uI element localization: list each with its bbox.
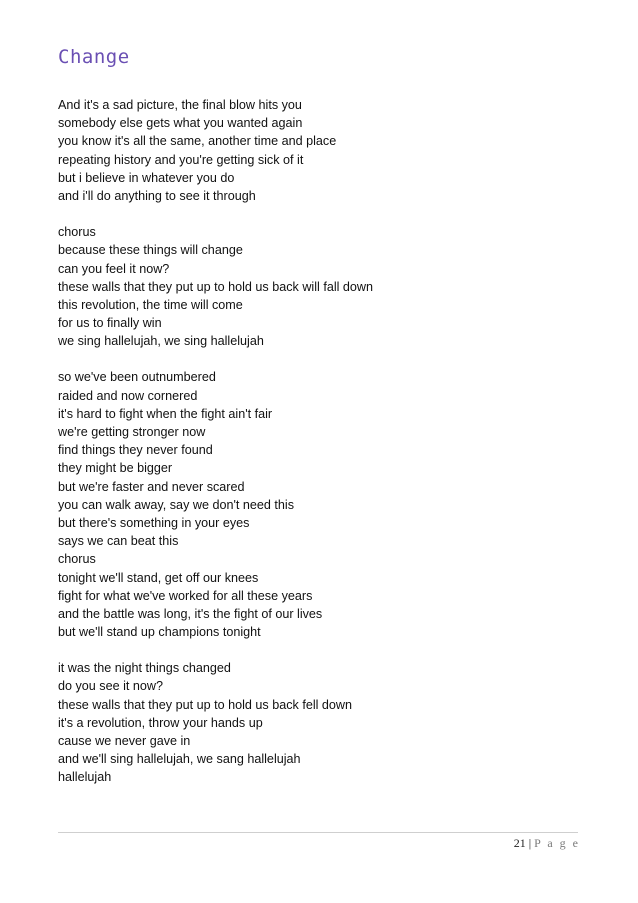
- lyric-line: this revolution, the time will come: [58, 297, 243, 312]
- lyrics-body: [58, 96, 578, 805]
- lyric-line: because these things will change: [58, 243, 243, 258]
- footer-separator: |: [528, 836, 532, 850]
- stanza: [58, 96, 578, 205]
- lyric-line: repeating history and you're getting sick of it: [58, 152, 304, 167]
- lyric-line: you know it's all the same, another time and place: [58, 134, 337, 149]
- lyric-line: And it's a sad picture, the final blow hits you: [58, 98, 302, 112]
- lyric-line: do you see it now?: [58, 679, 164, 694]
- lyric-line: cause we never gave in: [58, 734, 191, 748]
- lyric-line: they might be bigger: [58, 461, 173, 476]
- song-title: Change: [58, 46, 130, 68]
- lyric-line: says we can beat this: [58, 534, 179, 549]
- lyric-line: but we're faster and never scared: [58, 479, 245, 494]
- lyric-line: it was the night things changed: [58, 661, 231, 676]
- lyric-line: fight for what we've worked for all these years: [58, 588, 313, 603]
- lyric-line: and we'll sing hallelujah, we sang hallelujah: [58, 752, 301, 767]
- lyric-line: it's a revolution, throw your hands up: [58, 715, 263, 730]
- lyric-line: we sing hallelujah, we sing hallelujah: [58, 334, 264, 349]
- lyric-line: these walls that they put up to hold us back fell down: [58, 697, 353, 712]
- page-footer: [514, 836, 580, 851]
- lyric-line: find things they never found: [58, 443, 213, 458]
- footer-divider: [58, 832, 578, 833]
- lyric-line: can you feel it now?: [58, 261, 170, 276]
- lyric-line: raided and now cornered: [58, 388, 198, 403]
- stanza: [58, 659, 578, 786]
- lyric-line: these walls that they put up to hold us back will fall down: [58, 279, 374, 294]
- stanza: [58, 223, 578, 350]
- lyric-line: it's hard to fight when the fight ain't fair: [58, 406, 273, 421]
- lyric-line: you can walk away, say we don't need this: [58, 497, 294, 512]
- lyric-line: hallelujah: [58, 770, 112, 785]
- lyric-line: but we'll stand up champions tonight: [58, 625, 261, 640]
- lyric-line: for us to finally win: [58, 316, 162, 331]
- lyric-line: we're getting stronger now: [58, 425, 206, 439]
- stanza: [58, 368, 578, 641]
- lyric-line: chorus: [58, 225, 96, 240]
- lyric-line: but there's something in your eyes: [58, 515, 250, 530]
- lyric-line: but i believe in whatever you do: [58, 170, 235, 185]
- lyric-line: chorus: [58, 552, 96, 567]
- page-label: P a g e: [534, 836, 580, 850]
- page-number: 21: [513, 836, 526, 850]
- lyric-line: tonight we'll stand, get off our knees: [58, 570, 259, 585]
- lyric-line: somebody else gets what you wanted again: [58, 116, 303, 131]
- lyric-line: so we've been outnumbered: [58, 370, 216, 385]
- lyric-line: and i'll do anything to see it through: [58, 188, 256, 203]
- lyric-line: and the battle was long, it's the fight of our lives: [58, 606, 323, 621]
